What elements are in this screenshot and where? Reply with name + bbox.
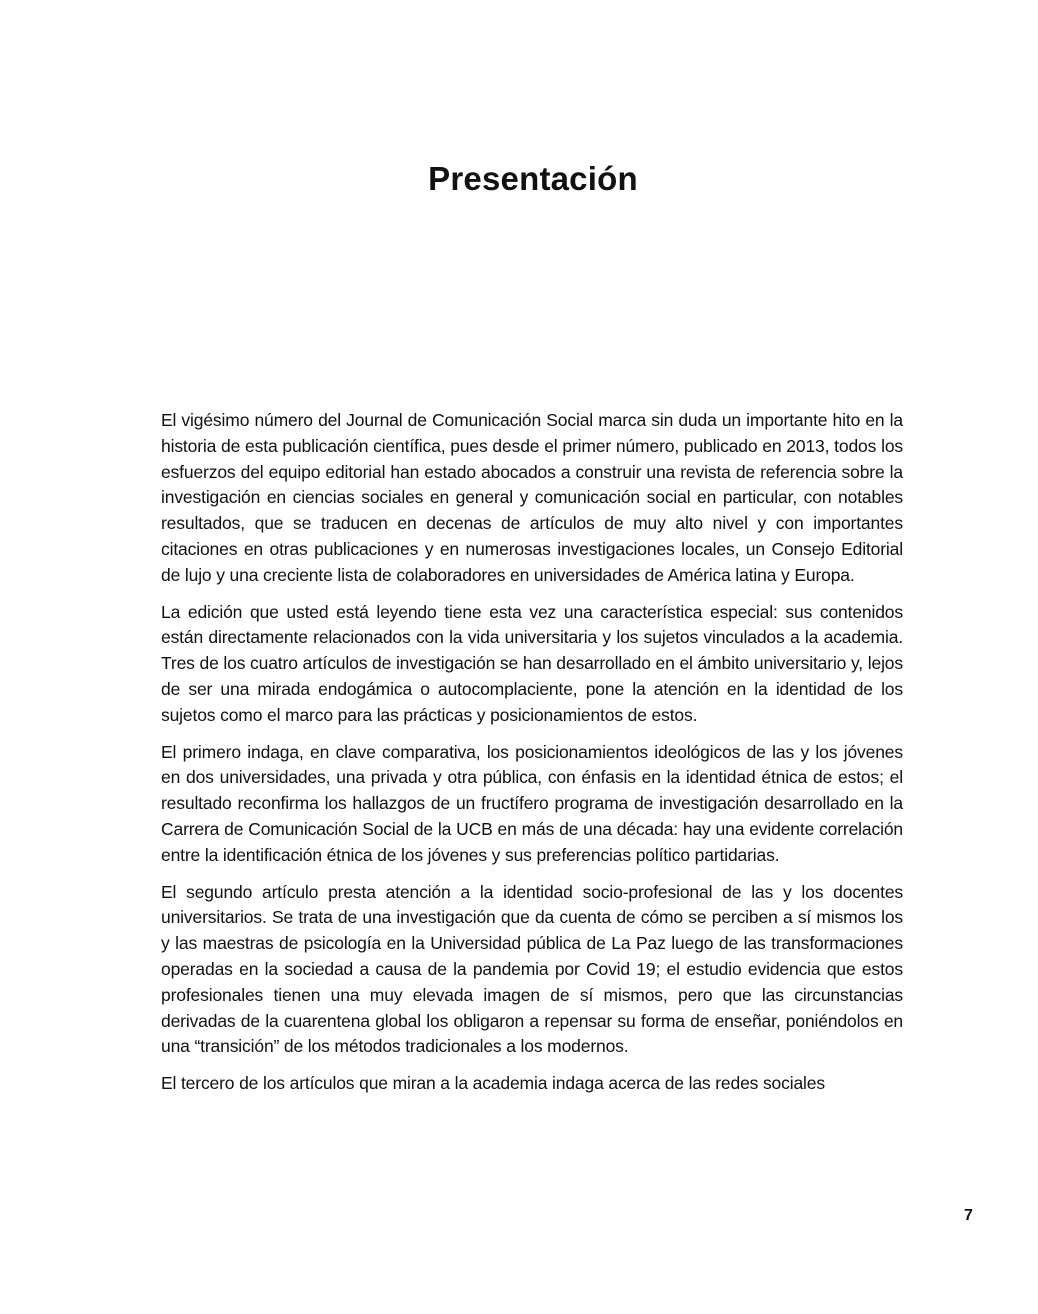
paragraph-2: La edición que usted está leyendo tiene esta vez una característica especial: sus contenidos están directamente relacionados con la vida universitaria y los sujetos vinculados a la academia. Tres de los cuatro artículos de investigación se han desarrollado en el ámbito universitario y, lejos de ser una mirada endogámica o autocomplaciente, pone la atención en la identidad de los sujetos como el marco para las prácticas y posicionamientos de estos. xyxy=(161,601,903,725)
body-text xyxy=(161,408,903,1108)
paragraph-5: El tercero de los artículos que miran a la academia indaga acerca de las redes sociales xyxy=(161,1073,825,1094)
paragraph-4: El segundo artículo presta atención a la identidad socio-profesional de las y los docentes universitarios. Se trata de una investigación que da cuenta de cómo se perciben a sí mismos los y las maestras de psicología en la Universidad pública de La Paz luego de las transformaciones operadas en la sociedad a causa de la pandemia por Covid 19; el estudio evidencia que estos profesionales tienen una muy elevada imagen de sí mismos, pero que las circunstancias derivadas de la cuarentena global los obligaron a repensar su forma de enseñar, poniéndolos en una “transición” de los métodos tradicionales a los modernos. xyxy=(161,881,903,1057)
paragraph-3: El primero indaga, en clave comparativa, los posicionamientos ideológicos de las y los jóvenes en dos universidades, una privada y otra pública, con énfasis en la identidad étnica de estos; el resultado reconfirma los hallazgos de un fructífero programa de investigación desarrollado en la Carrera de Comunicación Social de la UCB en más de una década: hay una evidente correlación entre la identificación étnica de los jóvenes y sus preferencias político partidarias. xyxy=(161,741,903,865)
page-title: Presentación xyxy=(428,160,638,197)
page-number: 7 xyxy=(964,1207,973,1224)
paragraph-1: El vigésimo número del Journal de Comunicación Social marca sin duda un importante hito en la historia de esta publicación científica, pues desde el primer número, publicado en 2013, todos los esfuerzos del equipo editorial han estado abocados a construir una revista de referencia sobre la investigación en ciencias sociales en general y comunicación social en particular, con notables resultados, que se traducen en decenas de artículos de muy alto nivel y con importantes citaciones en otras publicaciones y en numerosas investigaciones locales, un Consejo Editorial de lujo y una creciente lista de colaboradores en universidades de América latina y Europa. xyxy=(161,410,903,585)
